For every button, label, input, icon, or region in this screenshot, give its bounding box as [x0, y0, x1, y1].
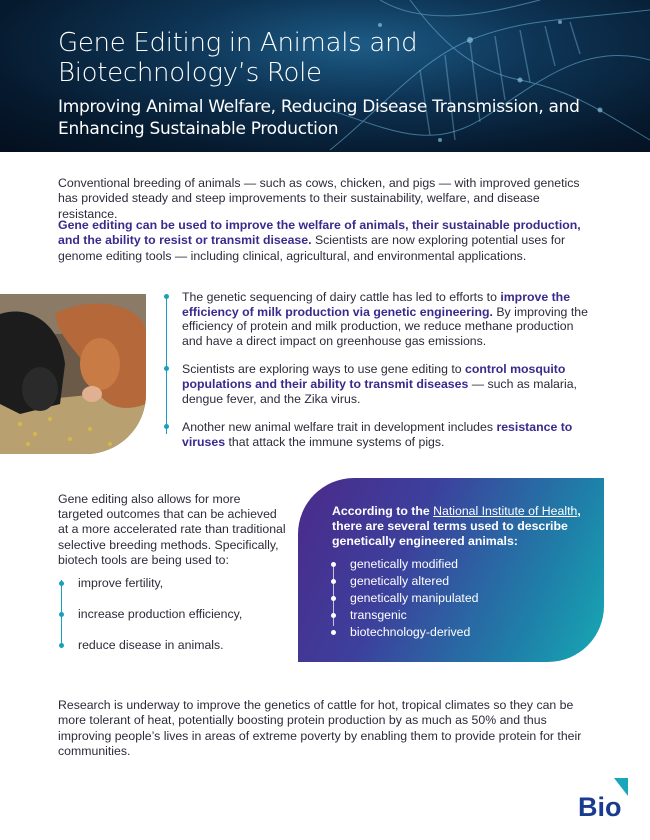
list-item: genetically altered — [332, 573, 582, 590]
bullet-dot-icon — [59, 581, 64, 586]
bullet-dot-icon — [164, 424, 169, 429]
terms-list — [332, 556, 582, 641]
page-subtitle: Improving Animal Welfare, Reducing Disease Transmission, and Enhancing Sustainable Production — [58, 97, 580, 139]
closing-paragraph: Research is underway to improve the genetics of cattle for hot, tropical climates so they can be more tolerant of heat, potentially boosting protein production by as much as 50% and thus improving people’s lives in areas of extreme poverty by enabling them to provide protein for their communities. — [58, 698, 582, 758]
bullet-dot-icon — [331, 562, 336, 567]
intro-highlight: Gene editing can be used to improve the welfare of animals, their sustainable production, and the ability to resist or transmit disease. — [58, 218, 581, 248]
svg-text:Bio: Bio — [578, 792, 622, 822]
bullet-dot-icon — [164, 294, 169, 299]
bullet-dot-icon — [164, 366, 169, 371]
callout-heading: According to the National Institute of Health, there are several terms used to describe genetically engineered animals: — [332, 504, 581, 548]
intro-paragraph-1: Conventional breeding of animals — such as cows, chicken, and pigs — with improved genetics has provided steady and steep improvements to their sustainability, welfare, and disease resistance. — [58, 176, 580, 221]
gene-editing-paragraph: Gene editing also allows for more targeted outcomes that can be achieved at a more accelerated rate than traditional selective breeding methods. Specifically, biotech tools are being used to: — [58, 492, 286, 567]
list-item: increase production efficiency, — [58, 607, 242, 622]
bio-logo — [574, 778, 628, 824]
benefits-list — [166, 290, 590, 463]
list-item: The genetic sequencing of dairy cattle has led to efforts to improve the efficiency of milk production via genetic engineering. By improving the efficiency of protein and milk production, we reduce methane production and have a direct impact on greenhouse gas emissions. — [166, 290, 590, 348]
page-title: Gene Editing in Animals and Biotechnology’s Role — [58, 28, 418, 88]
header-banner — [0, 0, 650, 152]
list-item: genetically modified — [332, 556, 582, 573]
list-item: transgenic — [332, 607, 582, 624]
list-item: Scientists are exploring ways to use gene editing to control mosquito populations and their ability to transmit diseases — such as malaria, dengue fever, and the Zika virus. — [166, 362, 590, 406]
bullet-dot-icon — [331, 579, 336, 584]
list-item: biotechnology-derived — [332, 624, 582, 641]
list-item: improve fertility, — [58, 576, 163, 591]
intro-paragraph-2 — [58, 218, 590, 264]
bullet-dot-icon — [331, 596, 336, 601]
list-item: reduce disease in animals. — [58, 638, 224, 653]
nih-link[interactable]: National Institute of Health — [433, 504, 578, 518]
bullet-dot-icon — [59, 612, 64, 617]
terms-callout-box — [298, 478, 604, 662]
bullet-dot-icon — [331, 630, 336, 635]
list-item: Another new animal welfare trait in development includes resistance to viruses that attack the immune systems of pigs. — [166, 420, 590, 449]
bullet-dot-icon — [331, 613, 336, 618]
cattle-feeding-photo — [0, 294, 146, 454]
bullet-dot-icon — [59, 643, 64, 648]
intro-rest: Scientists are now exploring potential uses for genome editing tools — including clinical, agricultural, and environmental applications. — [58, 233, 566, 263]
list-item: genetically manipulated — [332, 590, 582, 607]
